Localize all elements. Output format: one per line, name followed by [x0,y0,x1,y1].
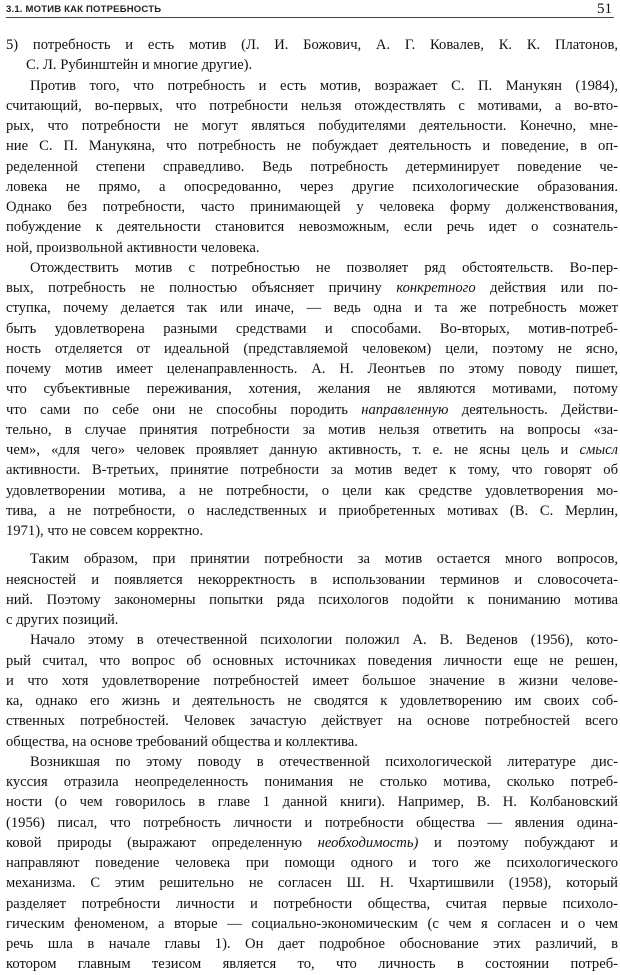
text-line: С. Л. Рубинштейн и многие другие). [26,57,253,74]
text-line: куссия отразила неопределенность понимания не столько мотива, сколько потреб- [6,774,618,790]
text-line: ственных потребностей. Человек зачастую действует на основе потребностей всего [6,713,618,730]
running-header [6,3,614,17]
text-line: разделяет потребности личности и потребности общества, считая первые психоло- [6,895,618,912]
text-line: что субъективные переживания, хотения, желания не являются мотивами, потому [6,381,618,398]
text-line: Возникшая по этому поводу в отечественной психологической литературе дис- [30,753,618,770]
text-line: с других позиций. [6,612,119,628]
text-line: активности. В-третьих, принятие потребности за мотив ведет к тому, что говорят об [6,462,618,479]
text-line: речь шла в начале главы 1). Он дает подробное обоснование этих различий, в [6,936,618,952]
text-line: тива, а не потребности, о наследственных и приобретенных мотивах (В. С. Мерлин, [6,502,618,519]
text-line: Начало этому в отечественной психологии положил А. В. Веденов (1956), кото- [30,632,618,649]
text-line: считающий, во-первых, что потребности нельзя отождествлять с мотивами, а во-вто- [6,97,618,114]
text-line: быть удовлетворена разными средствами и способами. Во-вторых, мотив-потреб- [6,320,618,337]
text-line: направляют поведение человека при помощи одного и того же психологического [6,855,618,871]
text-line: почему мотив имеет целенаправленность. А. Н. Леонтьев по этому поводу пишет, [6,361,618,377]
text-line: гическим феноменом, а вторые — социально-экономическим (с чем я согласен и о чем [6,915,618,932]
text-line: ковой природы (выражают определенную необходимость) и поэтому побуждают и [6,834,618,851]
text-line: рый считал, что вопрос об основных источниках поведения личности еще не решен, [6,652,618,669]
text-line: неясностей и появляется некорректность в использовании терминов и словосочета- [6,571,618,588]
text-line: что сами по себе они не способны породить направленную деятельность. Действи- [6,401,618,418]
text-line: ка, однако его жизнь и деятельность не сводятся к удовлетворению им своих соб- [6,693,618,709]
text-line: ность отделяется от идеальной (представляемой человеком) цели, поэтому не ясно, [6,340,618,357]
page-number: 51 [597,1,612,17]
paragraph-gap [6,541,618,549]
text-line: (1956) писал, что потребность личности и потребности общества — явления одина- [6,814,618,831]
text-line: побуждение к деятельности становится невозможным, если речь идет о сознатель- [6,219,618,236]
header-rule [6,17,614,18]
text-line: ной, произвольной активности человека. [6,239,260,256]
text-line: ности (о чем говорилось в главе 1 данной книги). Например, В. Н. Колбановский [6,794,618,811]
text-line: ределенной степени справедливо. Ведь потребность детерминирует поведение че- [6,158,618,175]
text-line: ступка, почему делается так или иначе, — ведь одна и та же потребность может [6,300,618,317]
text-line: механизма. С этим решительно не согласен Ш. Н. Чхартишвили (1958), который [6,875,618,892]
text-line: Таким образом, при принятии потребности за мотив остается много вопросов, [30,551,618,568]
text-line: ний. Поэтому закономерны попытки ряда психологов подойти к пониманию мотива [6,591,618,608]
text-line: котором главным тезисом является то, что личность в состоянии потреб- [6,956,618,973]
text-line: Однако без потребности, часто принимающей у человека форму долженствования, [6,199,618,215]
text-line: чем», «для чего» человек проявляет данную активность, т. е. не ясны цель и смысл [6,442,618,458]
text-line: рых, что потребности не могут являться побудителями деятельности. Конечно, мне- [6,118,618,134]
text-line: ловека не прямо, а опосредованно, через другие психологические образования. [6,178,618,195]
text-line: удовлетворении мотива, а не потребности, о цели как средстве удовлетворения мо- [6,482,618,499]
text-line: Против того, что потребность и есть мотив, возражает С. П. Манукян (1984), [30,77,618,94]
body-text [6,35,618,975]
section-title: 3.1. МОТИВ КАК ПОТРЕБНОСТЬ [6,4,162,15]
text-line: общества, на основе требований общества и коллектива. [6,733,358,750]
text-line: ние С. П. Манукяна, что потребность не побуждает деятельность и поведение, в оп- [6,138,618,155]
text-line: и что хотя удовлетворение потребностей имеет большое значение в жизни челове- [6,672,618,689]
text-line: вых, потребность не полностью объясняет причину конкретного действия или по- [6,280,619,296]
text-line: 1971), что не совсем корректно. [6,523,204,539]
text-line: тельно, в случае принятия потребности за мотив нельзя ответить на вопросы «за- [6,421,618,438]
text-line: Отождествить мотив с потребностью не позволяет ряд обстоятельств. Во-пер- [30,259,618,276]
text-line: 5) потребность и есть мотив (Л. И. Божович, А. Г. Ковалев, К. К. Платонов, [6,37,618,53]
